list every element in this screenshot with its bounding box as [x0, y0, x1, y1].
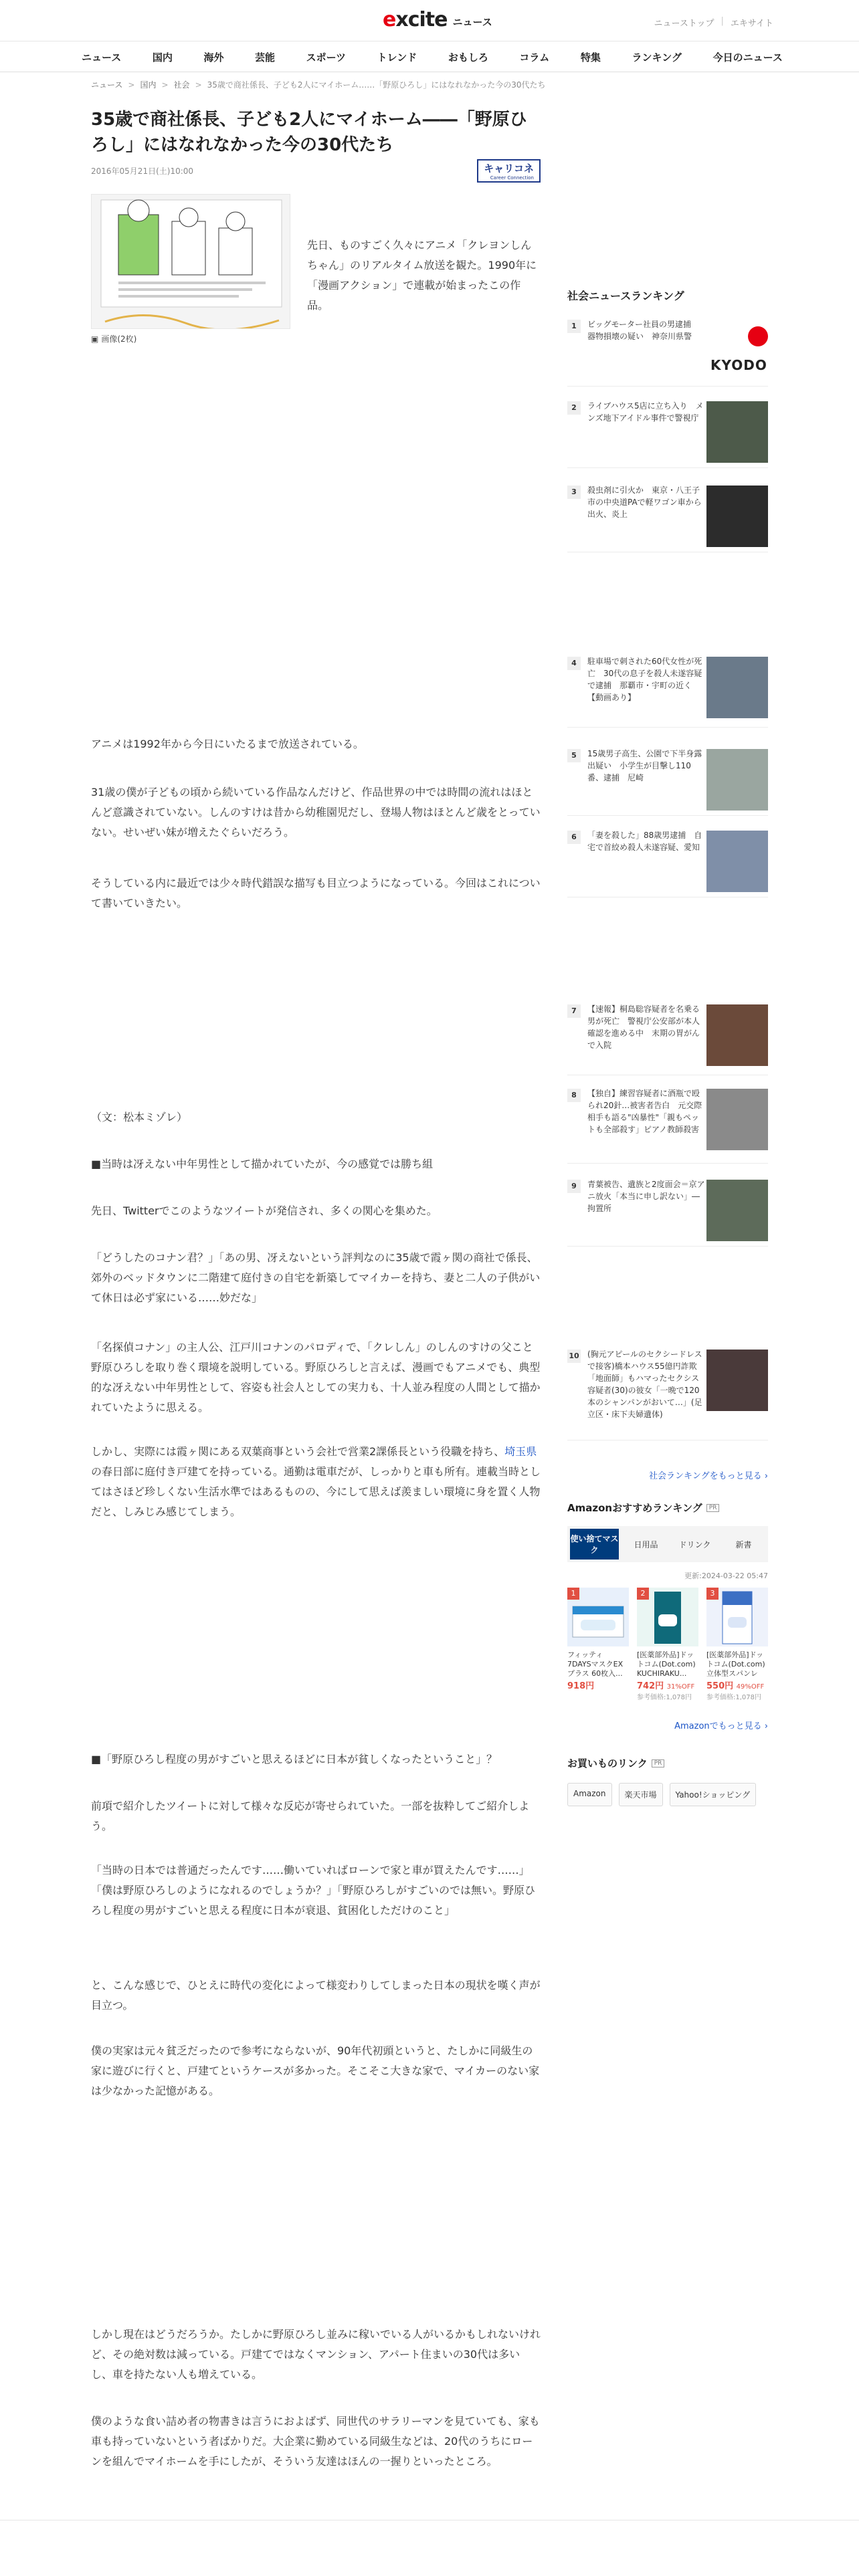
product-ref-price: 参考価格:1,078円 [637, 1694, 692, 1701]
article-lead [91, 194, 541, 348]
product-item[interactable] [706, 1588, 768, 1701]
product-ref-price: 参考価格:1,078円 [706, 1694, 761, 1701]
product-discount: 49%OFF [736, 1683, 765, 1691]
ranking-item-9[interactable] [567, 1177, 768, 1247]
excite-logo: excite [383, 8, 448, 31]
paragraph-7: 前項で紹介したツイートに対して様々な反応が寄せられていた。一部を抜粋してご紹介しよう。 [91, 1800, 530, 1832]
rank-number: 5 [567, 749, 581, 762]
tab-drinks[interactable]: ドリンク [678, 1539, 711, 1549]
amazon-more-label: Amazonでもっと見る [674, 1721, 762, 1731]
paragraph-1: アニメは1992年から今日にいたるまで放送されている。 [91, 738, 364, 750]
nav-item-sports[interactable]: スポーツ [306, 51, 347, 64]
paragraph-2: 31歳の僕が子どもの頃から続いている作品なんだけど、作品世界の中では時間の流れはほとんど意識されていない。しんのすけは昔から幼稚園児だし、登場人物はほとんど歳をとっていない。せいぜい妹が増えたぐらいだろう。 [91, 786, 541, 839]
rank-number: 9 [567, 1180, 581, 1193]
author-credit: （文：松本ミゾレ） [91, 1111, 188, 1123]
ranking-item-3[interactable] [567, 483, 768, 552]
nav-item-world[interactable]: 海外 [203, 51, 224, 64]
header-links [654, 16, 773, 29]
product-image [637, 1588, 698, 1646]
product-name: [医薬部外品]ドットコム(Dot.com) KUCHIRAKU... [637, 1650, 696, 1678]
nav-item-today[interactable]: 今日のニュース [712, 51, 783, 64]
rank-thumbnail [706, 1004, 768, 1066]
rank-title: 駐車場で刺された60代女性が死亡 30代の息子を殺人未遂容疑で逮捕 那覇市・宇町の近く【動画あり】 [587, 657, 702, 702]
product-name: フィッティ 7DAYSマスクEXプラス 60枚入... [567, 1650, 624, 1678]
chevron-right-icon: › [764, 1471, 768, 1481]
rank-thumbnail [706, 1089, 768, 1150]
image-icon: ▣ [91, 334, 99, 344]
rank-number: 6 [567, 831, 581, 844]
paragraph-6 [91, 1442, 541, 1522]
tab-daily-goods[interactable]: 日用品 [634, 1539, 658, 1549]
ranking-item-7[interactable] [567, 1002, 768, 1075]
nav-item-trend[interactable]: トレンド [377, 51, 417, 64]
kyodo-logo-mark [748, 326, 768, 346]
global-nav [0, 41, 859, 72]
updated-timestamp: 更新:2024-03-22 05:47 [684, 1572, 768, 1580]
rank-number: 1 [567, 320, 581, 333]
logo-link[interactable] [383, 8, 492, 31]
amazon-more-link[interactable] [674, 1719, 768, 1731]
rank-number: 3 [567, 486, 581, 499]
product-price-value: 742円 [637, 1681, 664, 1691]
excite-link[interactable]: エキサイト [730, 19, 773, 29]
ranking-item-6[interactable] [567, 828, 768, 897]
rank-thumbnail [706, 831, 768, 892]
rank-title: 「妻を殺した」88歳男逮捕 自宅で首絞め殺人未遂容疑、愛知 [587, 831, 702, 852]
paragraph-6-a: しかし、実際には霞ヶ関にある双葉商事という会社で営業2課係長という役職を持ち、 [91, 1445, 505, 1458]
article-image[interactable] [91, 194, 290, 329]
section-heading-1: ■当時は冴えない中年男性として描かれていたが、今の感覚では勝ち組 [91, 1158, 434, 1170]
news-top-link[interactable]: ニューストップ [654, 19, 714, 29]
ranking-item-1[interactable] [567, 317, 768, 387]
ranking-item-2[interactable] [567, 399, 768, 468]
paragraph-10: しかし現在はどうだろうか。たしかに野原ひろし並みに稼いでいる人がいるかもしれないけれど、その絶対数は減っている。戸建てではなくマンション、アパート住まいの30代は多いし、車を持たない人も増えている。 [91, 2328, 541, 2381]
breadcrumb-current: 35歳で商社係長、子ども2人にマイホーム……「野原ひろし」にはなれなかった今の30代たち [207, 80, 546, 90]
article-meta [91, 160, 541, 181]
site-header [0, 0, 859, 41]
product-item[interactable] [567, 1588, 629, 1701]
product-item[interactable] [637, 1588, 698, 1701]
product-price: 918円 [567, 1681, 595, 1691]
product-price [706, 1679, 768, 1691]
image-count-label: 画像(2枚) [101, 334, 137, 344]
product-rank: 3 [706, 1588, 719, 1600]
shopping-links-heading [567, 1756, 664, 1770]
article [91, 107, 541, 2468]
ranking-more-link[interactable] [649, 1469, 768, 1481]
ranking-item-8[interactable] [567, 1086, 768, 1164]
rank-title: 【速報】桐島聡容疑者を名乗る男が死亡 警視庁公安部が本人確認を進める中 末期の胃がんで入院 [587, 1004, 700, 1050]
rank-number: 8 [567, 1089, 581, 1102]
product-image [567, 1588, 629, 1646]
rank-title: (胸元アピールのセクシードレスで接客)橋本ハウス55億円詐欺「地面師」もハマったセクシス容疑者(30)の彼女「一晩で120本のシャンパンがおいて…」(足立区・床下夫婦遺体) [587, 1350, 702, 1419]
logo-rest: xcite [395, 8, 448, 31]
breadcrumb-domestic[interactable]: 国内 [140, 80, 157, 90]
yahoo-shop-button[interactable]: Yahoo!ショッピング [670, 1783, 757, 1806]
chevron-right-icon: › [764, 1721, 768, 1731]
ranking-item-5[interactable] [567, 746, 768, 816]
amazon-tabs [567, 1526, 768, 1562]
nav-item-entertainment[interactable]: 芸能 [255, 51, 276, 64]
product-price-value: 550円 [706, 1681, 734, 1691]
quote-2: 「当時の日本では普通だったんです……働いていればローンで家と車が買えたんです……」 「僕は野原ひろしのようになれるのでしょうか？」「野原ひろしがすごいのでは無い。野原ひろし程度の男がすごいと思える程度に日本が衰退、貧困化しただけのこと」 [91, 1864, 536, 1917]
ranking-heading: 社会ニュースランキング [567, 290, 684, 302]
chevron-right-icon: > [195, 80, 202, 90]
chevron-right-icon: > [128, 80, 135, 90]
lead-paragraph: 先日、ものすごく久々にアニメ「クレヨンしんちゃん」のリアルタイム放送を観た。1990年に「漫画アクション」で連載が始まったこの作品。 [307, 239, 537, 312]
breadcrumb-society[interactable]: 社会 [173, 80, 190, 90]
nav-item-feature[interactable]: 特集 [580, 51, 601, 64]
paragraph-6-b: の春日部に庭付き戸建てを持っている。通勤は電車だが、しっかりと車も所有。連載当時としてはさほど珍しくない生活水準ではあるものの、今にして思えば羨ましい環境に身を置く人物だと、しみじみ感じてしまう。 [91, 1465, 541, 1518]
rank-thumbnail [706, 749, 768, 811]
rank-title: 青葉被告、遺族と2度面会＝京アニ放火「本当に申し訳ない」―拘置所 [587, 1180, 705, 1213]
product-rank: 2 [637, 1588, 649, 1600]
paragraph-8: と、こんな感じで、ひとえに時代の変化によって様変わりしてしまった日本の現状を嘆く声が目立つ。 [91, 1979, 541, 2012]
logo-subtitle: ニュース [452, 16, 492, 28]
breadcrumb [91, 79, 546, 90]
paragraph-3: そうしている内に最近では少々時代錯誤な描写も目立つようになっている。今回はこれについて書いていきたい。 [91, 877, 541, 909]
shopping-links [567, 1783, 756, 1806]
rank-title: 殺虫剤に引火か 東京・八王子市の中央道PAで軽ワゴン車から出火、炎上 [587, 486, 702, 519]
rank-number: 2 [567, 401, 581, 415]
image-count[interactable] [91, 333, 136, 344]
section-heading-2: ■「野原ひろし程度の男がすごいと思えるほどに日本が貧しくなったということ」？ [91, 1753, 498, 1765]
article-date: 2016年05月21日(土)10:00 [91, 166, 194, 176]
rank-title: 15歳男子高生、公園で下半身露出疑い 小学生が目撃し110番、逮捕 尼崎 [587, 749, 702, 782]
sidebar [567, 288, 768, 1800]
source-logo-text: キャリコネ [484, 162, 534, 175]
saitama-link[interactable]: 埼玉県 [504, 1445, 537, 1458]
tab-books[interactable]: 新書 [735, 1539, 752, 1549]
article-title: 35歳で商社係長、子ども2人にマイホーム――「野原ひろし」にはなれなかった今の30代たち [91, 110, 527, 155]
nav-item-column[interactable]: コラム [519, 51, 550, 64]
ranking-item-10[interactable] [567, 1347, 768, 1440]
paragraph-11: 僕のような食い詰め者の物書きは言うにおよばず、同世代のサラリーマンを見ていても、家も車も持っていないという者ばかりだ。大企業に勤めている同級生などは、20代のうちにローンを組んでマイホームを手にしたが、そういう友達はほんの一握りといったところ。 [91, 2415, 540, 2468]
rank-thumbnail [706, 657, 768, 718]
pr-badge: PR [706, 1504, 720, 1512]
manga-illustration [92, 195, 290, 329]
breadcrumb-news[interactable]: ニュース [91, 80, 123, 90]
product-image [706, 1588, 768, 1646]
nav-item-funny[interactable]: おもしろ [448, 51, 488, 64]
nav-item-news[interactable]: ニュース [82, 51, 122, 64]
ranking-more-label: 社会ランキングをもっと見る [649, 1471, 762, 1481]
rank-thumbnail [706, 1180, 768, 1241]
pr-badge: PR [652, 1759, 665, 1767]
amazon-shop-button[interactable]: Amazon [567, 1783, 612, 1806]
amazon-heading [567, 1501, 719, 1515]
rank-number: 10 [567, 1350, 581, 1363]
amazon-heading-text: Amazonおすすめランキング [567, 1502, 702, 1514]
paragraph-9: 僕の実家は元々貧乏だったので参考にならないが、90年代初頭というと、たしかに同級生の家に遊びに行くと、戸建てというケースが多かった。そこそこ大きな家で、マイカーのない家は少なかった記憶がある。 [91, 2044, 540, 2097]
product-discount: 31%OFF [666, 1683, 695, 1691]
chevron-right-icon: > [161, 80, 169, 90]
rank-thumbnail [706, 1350, 768, 1411]
rank-title: ビッグモーター社員の男逮捕 器物損壊の疑い 神奈川県警 [587, 320, 700, 341]
rank-title: ライブハウス5店に立ち入り メンズ地下アイドル事件で警視庁 [587, 401, 704, 423]
product-name: [医薬部外品]ドットコム(Dot.com) 立体型スパンレ [706, 1650, 765, 1678]
paragraph-5: 「名探偵コナン」の主人公、江戸川コナンのパロディで、「クレしん」のしんのすけの父こと野原ひろしを取り巻く環境を説明している。野原ひろしと言えば、漫画でもアニメでも、典型的な冴えない中年男性として、容姿も社会人としての実力も、十人並み程度の人間として描かれていたように思える。 [91, 1341, 541, 1414]
nav-item-domestic[interactable]: 国内 [152, 51, 173, 64]
nav-item-ranking[interactable]: ランキング [632, 51, 682, 64]
rank-thumbnail [706, 486, 768, 547]
rank-thumbnail [706, 401, 768, 463]
shopping-links-heading-text: お買いものリンク [567, 1757, 648, 1769]
divider: | [721, 16, 724, 26]
product-price [637, 1679, 698, 1691]
rakuten-shop-button[interactable]: 楽天市場 [619, 1783, 663, 1806]
tab-masks[interactable]: 使い捨てマスク [570, 1529, 619, 1560]
rank-thumbnail [706, 320, 768, 381]
rank-title: 【独自】練習容疑者に酒瓶で殴られ20針…被害者告白 元交際相手も語る"凶暴性"「親もペットも全部殺す」ピアノ教師殺害 [587, 1089, 702, 1134]
paragraph-4: 先日、Twitterでこのようなツイートが発信され、多くの関心を集めた。 [91, 1204, 438, 1217]
source-logo-sub: Career Connection [490, 175, 534, 181]
product-list [567, 1588, 768, 1701]
source-logo[interactable] [477, 159, 541, 183]
quote-1: 「どうしたのコナン君？」「あの男、冴えないという評判なのに35歳で霞ヶ関の商社で係長、郊外のベッドタウンに二階建て庭付きの自宅を新築してマイカーを持ち、妻と二人の子供がいて休日は必ず家にいる……妙だな」 [91, 1251, 541, 1304]
ranking-item-4[interactable] [567, 654, 768, 728]
rank-number: 7 [567, 1004, 581, 1018]
nav-list [72, 41, 792, 72]
kyodo-logo-text: KYODO [710, 357, 767, 373]
rank-number: 4 [567, 657, 581, 670]
product-rank: 1 [567, 1588, 579, 1600]
